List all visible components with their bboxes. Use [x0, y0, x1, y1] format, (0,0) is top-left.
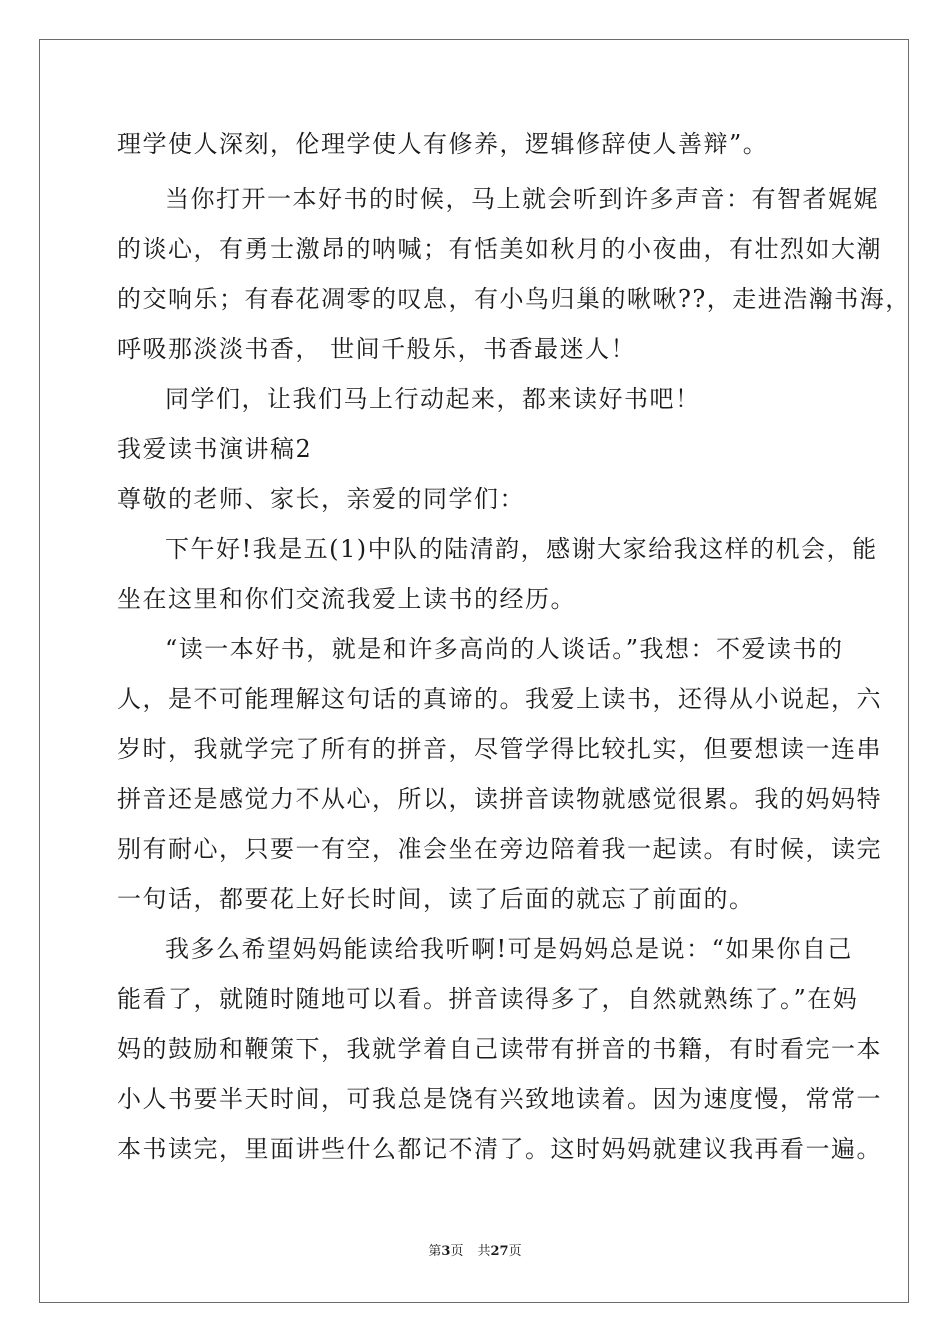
text-line: 一句话，都要花上好长时间，读了后面的就忘了前面的。 [117, 885, 755, 913]
page-footer [0, 1240, 950, 1259]
total-pages: 27 [490, 1244, 509, 1259]
text-line: 拼音还是感觉力不从心，所以，读拼音读物就感觉很累。我的妈妈特 [117, 785, 882, 813]
text-line: 的交响乐；有春花凋零的叹息，有小鸟归巢的啾啾??，走进浩瀚书海， [117, 285, 911, 313]
salutation: 尊敬的老师、家长，亲爱的同学们： [117, 485, 525, 513]
text-line: 的谈心，有勇士激昂的呐喊；有恬美如秋月的小夜曲，有壮烈如大潮 [117, 235, 882, 263]
total-suffix: 页 [508, 1244, 522, 1259]
text-line: 坐在这里和你们交流我爱上读书的经历。 [117, 585, 576, 613]
text-line: 小人书要半天时间，可我总是饶有兴致地读着。因为速度慢，常常一 [117, 1085, 882, 1113]
text-line: 呼吸那淡淡书香， 世间千般乐，书香最迷人！ [117, 335, 637, 363]
text-line: 理学使人深刻，伦理学使人有修养，逻辑修辞使人善辩”。 [117, 130, 769, 158]
paragraph-start: “读一本好书，就是和许多高尚的人谈话。”我想：不爱读书的 [165, 635, 844, 663]
text-line: 能看了，就随时随地可以看。拼音读得多了，自然就熟练了。”在妈 [117, 985, 859, 1013]
page-number: 3 [441, 1244, 451, 1259]
text-line: 人，是不可能理解这句话的真谛的。我爱上读书，还得从小说起，六 [117, 685, 882, 713]
paragraph-start: 我多么希望妈妈能读给我听啊!可是妈妈总是说：“如果你自己 [165, 935, 853, 963]
text-line: 岁时，我就学完了所有的拼音，尽管学得比较扎实，但要想读一连串 [117, 735, 882, 763]
page-suffix: 页 [450, 1244, 464, 1259]
paragraph-start: 下午好!我是五(1)中队的陆清韵，感谢大家给我这样的机会，能 [165, 535, 878, 563]
text-line: 妈的鼓励和鞭策下，我就学着自己读带有拼音的书籍，有时看完一本 [117, 1035, 882, 1063]
page-prefix: 第 [428, 1244, 442, 1259]
text-line: 本书读完，里面讲些什么都记不清了。这时妈妈就建议我再看一遍。 [117, 1135, 882, 1163]
section-title: 我爱读书演讲稿2 [117, 435, 313, 463]
text-line: 别有耐心，只要一有空，准会坐在旁边陪着我一起读。有时候，读完 [117, 835, 882, 863]
total-prefix: 共 [477, 1244, 491, 1259]
paragraph-start: 同学们，让我们马上行动起来，都来读好书吧！ [165, 385, 701, 413]
paragraph-start: 当你打开一本好书的时候，马上就会听到许多声音：有智者娓娓 [165, 185, 879, 213]
